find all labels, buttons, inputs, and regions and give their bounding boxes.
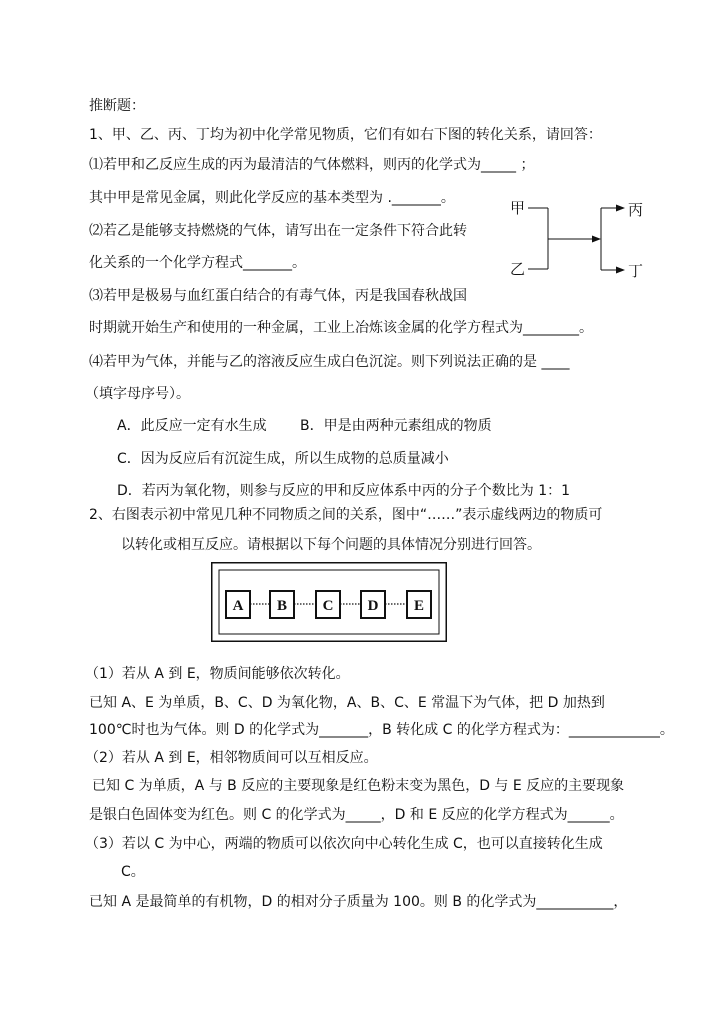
q2-part2-line2: 是银白色固体变为红色。则 C 的化学式为_____，D 和 E 反应的化学方程式为______。 <box>89 807 624 823</box>
diagram1-label-jia: 甲 <box>510 199 526 217</box>
svg-text:C: C <box>322 598 334 614</box>
svg-text:D: D <box>367 598 379 614</box>
q1-part4-line2: （填字母序号）。 <box>85 386 190 402</box>
diagram1-label-ding: 丁 <box>628 262 644 280</box>
q2-part1-heading: （1）若从 A 到 E，物质间能够依次转化。 <box>85 666 350 682</box>
q2-part1-line2: 100℃时也为气体。则 D 的化学式为_______，B 转化成 C 的化学方程式为：_____________。 <box>89 722 674 738</box>
q1-option-a: A．此反应一定有水生成 <box>117 418 267 434</box>
svg-text:A: A <box>232 598 244 614</box>
problem-title: 推断题： <box>89 98 145 114</box>
q1-part3-line2: 时期就开始生产和使用的一种金属，工业上冶炼该金属的化学方程式为________。 <box>89 320 593 336</box>
q1-option-b: B．甲是由两种元素组成的物质 <box>300 418 492 434</box>
q2-stem-line2: 以转化或相互反应。请根据以下每个问题的具体情况分别进行回答。 <box>121 537 541 553</box>
q1-transformation-diagram <box>506 194 656 280</box>
diagram1-label-bing: 丙 <box>628 201 644 219</box>
chain-box-b <box>270 591 294 618</box>
q2-part1-line1: 已知 A、E 为单质，B、C、D 为氧化物，A、B、C、E 常温下为气体，把 D 加热到 <box>89 695 605 711</box>
q1-part2-line1: ⑵若乙是能够支持燃烧的气体，请写出在一定条件下符合此转 <box>89 223 467 239</box>
svg-text:E: E <box>413 598 425 614</box>
q2-part3-heading: （3）若以 C 为中心，两端的物质可以依次向中心转化生成 C，也可以直接转化生成 <box>85 836 603 852</box>
q1-part1-line1: ⑴若甲和乙反应生成的丙为最清洁的气体燃料，则丙的化学式为_____ ； <box>89 157 535 173</box>
diagram1-label-yi: 乙 <box>510 260 526 278</box>
chain-box-d <box>361 591 385 618</box>
q1-part3-line1: ⑶若甲是极易与血红蛋白结合的有毒气体，丙是我国春秋战国 <box>89 288 467 304</box>
q2-part2-line1: 已知 C 为单质，A 与 B 反应的主要现象是红色粉末变为黑色，D 与 E 反应的主要现象 <box>92 778 625 794</box>
svg-text:B: B <box>276 598 288 614</box>
q1-part1-line2: 其中甲是常见金属，则此化学反应的基本类型为 ._______。 <box>89 190 455 206</box>
q1-option-d: D．若丙为氧化物，则参与反应的甲和反应体系中丙的分子个数比为 1：1 <box>117 483 571 499</box>
chain-box-e <box>407 591 431 618</box>
q1-option-c: C．因为反应后有沉淀生成，所以生成物的总质量减小 <box>117 451 449 467</box>
q2-part2-heading: （2）若从 A 到 E，相邻物质间可以互相反应。 <box>85 750 378 766</box>
q2-part3-line1: 已知 A 是最简单的有机物，D 的相对分子质量为 100。则 B 的化学式为___________， <box>89 894 628 910</box>
q2-chain-diagram <box>211 562 447 642</box>
chain-box-a <box>226 591 250 618</box>
q2-part3-heading-cont: C。 <box>121 864 145 880</box>
q1-stem: 1、甲、乙、丙、丁均为初中化学常见物质，它们有如右下图的转化关系，请回答： <box>89 127 602 143</box>
q2-stem-line1: 2、右图表示初中常见几种不同物质之间的关系，图中“……”表示虚线两边的物质可 <box>89 507 603 523</box>
q1-part2-line2: 化关系的一个化学方程式_______。 <box>89 255 306 271</box>
q1-part4-line1: ⑷若甲为气体，并能与乙的溶液反应生成白色沉淀。则下列说法正确的是 ____ <box>89 354 570 370</box>
chain-box-c <box>316 591 340 618</box>
